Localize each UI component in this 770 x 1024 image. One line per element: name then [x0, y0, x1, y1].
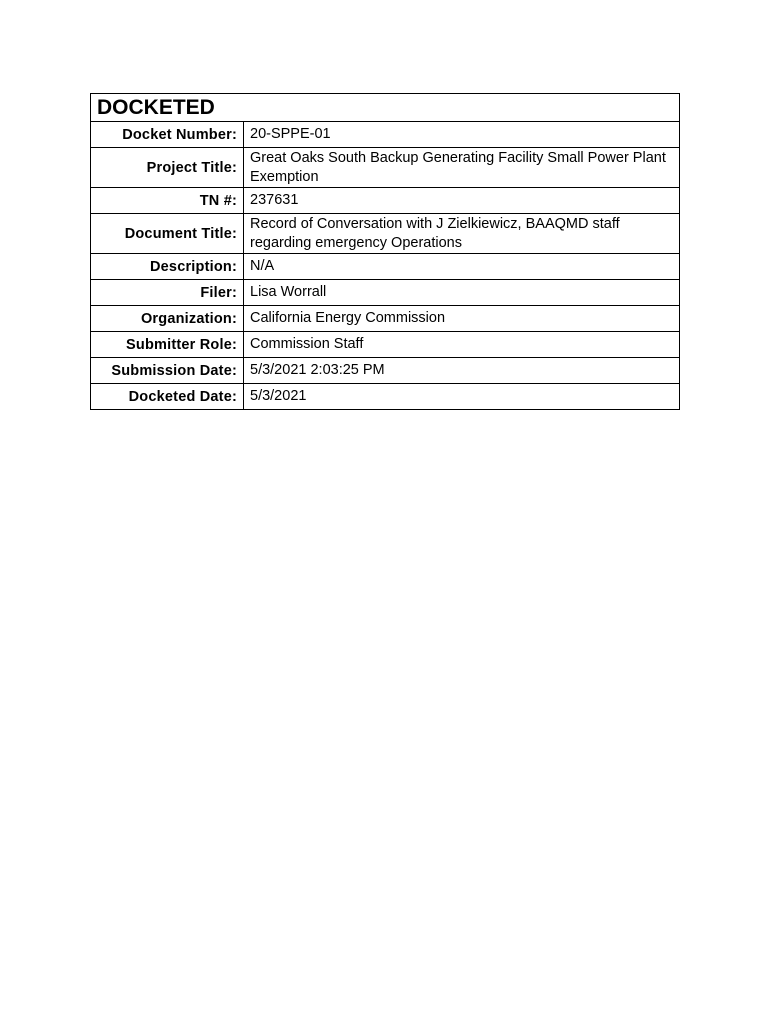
document-title-label: Document Title: [91, 214, 244, 254]
submitter-role-value: Commission Staff [244, 332, 680, 358]
docket-cover-table [90, 93, 680, 410]
row-project-title [91, 148, 680, 188]
row-document-title [91, 214, 680, 254]
row-organization [91, 306, 680, 332]
organization-value: California Energy Commission [244, 306, 680, 332]
row-submitter-role [91, 332, 680, 358]
docketed-date-value: 5/3/2021 [244, 384, 680, 410]
description-value: N/A [244, 254, 680, 280]
row-tn-number [91, 188, 680, 214]
row-docketed-date [91, 384, 680, 410]
row-description [91, 254, 680, 280]
tn-number-value: 237631 [244, 188, 680, 214]
row-submission-date [91, 358, 680, 384]
docketed-date-label: Docketed Date: [91, 384, 244, 410]
filer-label: Filer: [91, 280, 244, 306]
filer-value: Lisa Worrall [244, 280, 680, 306]
submitter-role-label: Submitter Role: [91, 332, 244, 358]
submission-date-value: 5/3/2021 2:03:25 PM [244, 358, 680, 384]
description-label: Description: [91, 254, 244, 280]
project-title-label: Project Title: [91, 148, 244, 188]
row-filer [91, 280, 680, 306]
row-docket-number [91, 122, 680, 148]
organization-label: Organization: [91, 306, 244, 332]
submission-date-label: Submission Date: [91, 358, 244, 384]
tn-number-label: TN #: [91, 188, 244, 214]
project-title-value: Great Oaks South Backup Generating Facility Small Power Plant Exemption [244, 148, 680, 188]
docket-number-value: 20-SPPE-01 [244, 122, 680, 148]
document-title-value: Record of Conversation with J Zielkiewicz, BAAQMD staff regarding emergency Operations [244, 214, 680, 254]
docket-number-label: Docket Number: [91, 122, 244, 148]
docketed-header: DOCKETED [91, 94, 680, 122]
